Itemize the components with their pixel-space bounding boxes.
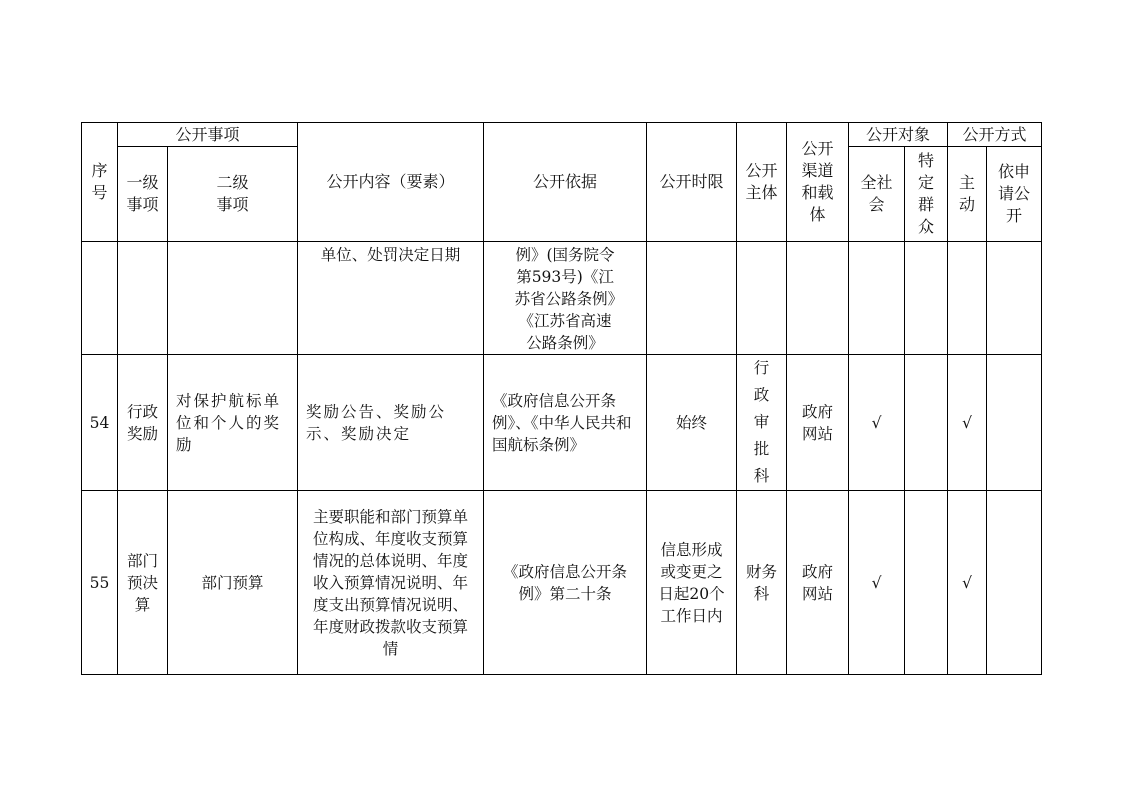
header-target-specific: 特定群众 <box>905 147 948 242</box>
header-level1: 一级事项 <box>118 147 168 242</box>
table-row <box>82 242 1042 355</box>
cell-level1 <box>118 242 168 355</box>
header-content: 公开内容（要素） <box>298 123 484 242</box>
cell-content: 奖励公告、奖励公示、奖励决定 <box>298 355 484 491</box>
cell-level2: 对保护航标单位和个人的奖励 <box>168 355 298 491</box>
cell-channel: 政府网站 <box>787 491 849 675</box>
cell-target-public <box>849 242 905 355</box>
cell-subject: 行政审批科 <box>737 355 787 491</box>
cell-level2: 部门预算 <box>168 491 298 675</box>
cell-target-specific <box>905 491 948 675</box>
cell-target-specific <box>905 242 948 355</box>
cell-target-public: √ <box>849 355 905 491</box>
header-method-request: 依申请公开 <box>987 147 1042 242</box>
table-row <box>82 491 1042 675</box>
header-target-group: 公开对象 <box>849 123 948 147</box>
header-basis: 公开依据 <box>484 123 647 242</box>
cell-level1: 行政奖励 <box>118 355 168 491</box>
header-target-public: 全社会 <box>849 147 905 242</box>
cell-target-public: √ <box>849 491 905 675</box>
cell-basis: 《政府信息公开条例》、《中华人民共和国航标条例》 <box>484 355 647 491</box>
cell-time-limit <box>647 242 737 355</box>
header-level2: 二级事项 <box>168 147 298 242</box>
header-seq: 序号 <box>82 123 118 242</box>
cell-content: 单位、处罚决定日期 <box>298 242 484 355</box>
cell-seq: 54 <box>82 355 118 491</box>
cell-level2 <box>168 242 298 355</box>
cell-target-specific <box>905 355 948 491</box>
cell-basis: 《政府信息公开条例》第二十条 <box>484 491 647 675</box>
header-subject: 公开主体 <box>737 123 787 242</box>
cell-content: 主要职能和部门预算单位构成、年度收支预算情况的总体说明、年度收入预算情况说明、年度支出预算情况说明、年度财政拨款收支预算情 <box>298 491 484 675</box>
cell-method-request <box>987 242 1042 355</box>
cell-method-active <box>948 242 987 355</box>
header-method-group: 公开方式 <box>948 123 1042 147</box>
header-item-group: 公开事项 <box>118 123 298 147</box>
cell-method-request <box>987 355 1042 491</box>
header-method-active: 主动 <box>948 147 987 242</box>
cell-seq: 55 <box>82 491 118 675</box>
header-channel: 公开渠道和载体 <box>787 123 849 242</box>
cell-basis: 例》(国务院令第593号)《江苏省公路条例》《江苏省高速公路条例》 <box>484 242 647 355</box>
cell-time-limit: 始终 <box>647 355 737 491</box>
cell-method-active: √ <box>948 491 987 675</box>
cell-channel <box>787 242 849 355</box>
cell-seq <box>82 242 118 355</box>
header-time-limit: 公开时限 <box>647 123 737 242</box>
disclosure-table <box>81 122 1042 675</box>
cell-method-active: √ <box>948 355 987 491</box>
cell-method-request <box>987 491 1042 675</box>
cell-subject: 财务科 <box>737 491 787 675</box>
cell-subject <box>737 242 787 355</box>
cell-level1: 部门预决算 <box>118 491 168 675</box>
cell-channel: 政府网站 <box>787 355 849 491</box>
table-row <box>82 355 1042 491</box>
cell-time-limit: 信息形成或变更之日起20个工作日内 <box>647 491 737 675</box>
